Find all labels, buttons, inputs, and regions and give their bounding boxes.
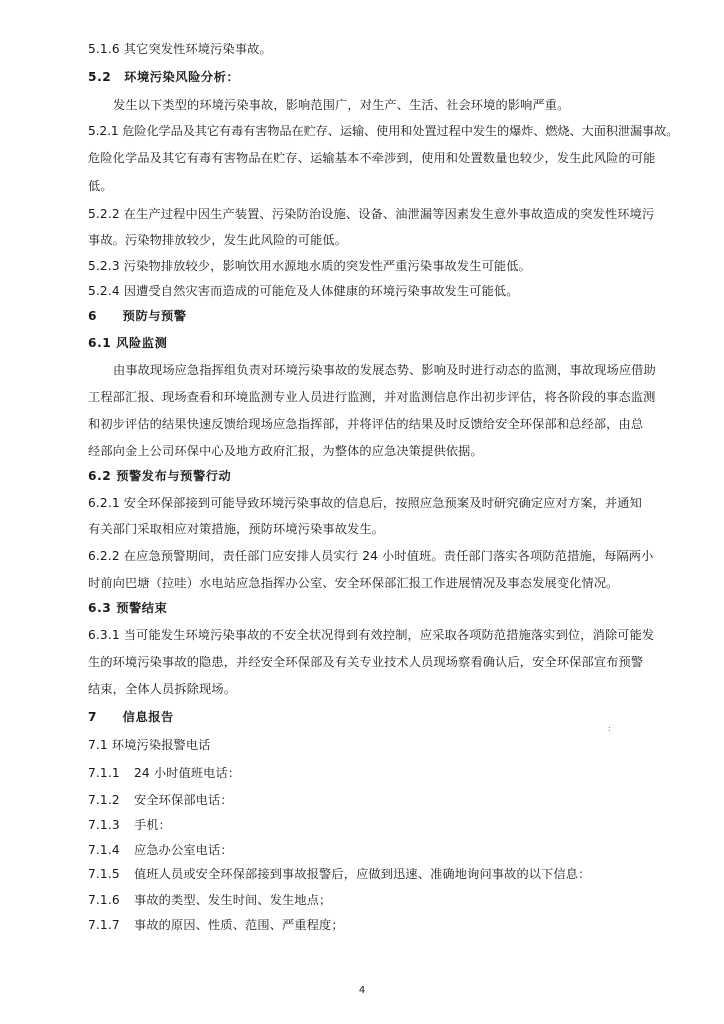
paragraph-line: 发生以下类型的环境污染事故，影响范围广，对生产、生活、社会环境的影响严重。 [113, 98, 570, 112]
paragraph-line: 有关部门采取相应对策措施，预防环境污染事故发生。 [88, 522, 385, 536]
item-text: 事故的原因、性质、范围、严重程度； [134, 918, 344, 932]
list-item [88, 840, 233, 860]
section-heading: 7 信息报告 [88, 710, 174, 724]
item-number: 7.1.7 [88, 918, 120, 932]
list-item [88, 763, 240, 783]
paragraph-line: 工程部汇报、现场查看和环境监测专业人员进行监测，并对监测信息作出初步评估，将各阶段的事态监测 [88, 390, 656, 404]
item-text: 手机： [134, 818, 172, 832]
list-item [88, 890, 331, 910]
subsection-heading: 6.1 风险监测 [88, 336, 168, 350]
paragraph-line: 6.3.1 当可能发生环境污染事故的不安全状况得到有效控制，应采取各项防范措施落实到位，消除可能发 [88, 628, 655, 642]
paragraph-line: 时前向巴塘（拉哇）水电站应急指挥办公室、安全环保部汇报工作进展情况及事态发展变化情况。 [88, 576, 619, 590]
section-heading: 6 预防与预警 [88, 309, 187, 323]
item-text: 安全环保部电话： [134, 793, 233, 807]
paragraph-line: 6.2.1 安全环保部接到可能导致环境污染事故的信息后，按照应急预案及时研究确定应对方案，并通知 [88, 496, 642, 510]
paragraph-line: 低。 [88, 179, 113, 193]
paragraph-line: 危险化学品及其它有毒有害物品在贮存、运输基本不牵涉到，使用和处置数量也较少，发生此风险的可能 [88, 151, 656, 165]
paragraph-line: 和初步评估的结果快速反馈给现场应急指挥部，并将评估的结果及时反馈给安全环保部和总经部，由总 [88, 417, 644, 431]
item-number: 7.1.1 [88, 766, 120, 780]
item-number: 7.1.6 [88, 893, 120, 907]
paragraph-line: 经部向金上公司环保中心及地方政府汇报，为整体的应急决策提供依据。 [88, 444, 483, 458]
list-item [88, 790, 233, 810]
paragraph-line: 事故。污染物排放较少，发生此风险的可能低。 [88, 233, 348, 247]
subsection-heading: 6.3 预警结束 [88, 601, 168, 615]
list-item [88, 815, 171, 835]
item-text: 24 小时值班电话： [134, 766, 241, 780]
paragraph-line: 5.2.2 在生产过程中因生产装置、污染防治设施、设备、油泄漏等因素发生意外事故造成的突发性环境污 [88, 207, 655, 221]
item-text: 值班人员或安全环保部接到事故报警后，应做到迅速、准确地询问事故的以下信息： [134, 867, 591, 881]
subsection-heading: 6.2 预警发布与预警行动 [88, 469, 232, 483]
paragraph-line: 5.2.1 危险化学品及其它有毒有害物品在贮存、运输、使用和处置过程中发生的爆炸、燃烧、大面积泄漏事故。 [88, 124, 679, 138]
item-number: 7.1.5 [88, 867, 120, 881]
page-number: 4 [358, 985, 366, 996]
item-text: 事故的类型、发生时间、发生地点； [134, 893, 332, 907]
paragraph-line: 6.2.2 在应急预警期间，责任部门应安排人员实行 24 小时值班。责任部门落实各项防范措施，每隔两小 [88, 549, 654, 563]
margin-mark: : [608, 724, 611, 733]
item-text: 应急办公室电话： [134, 843, 233, 857]
section-heading: 5.2 环境污染风险分析： [88, 70, 240, 84]
list-item [88, 864, 591, 884]
paragraph-line: 由事故现场应急指挥组负责对环境污染事故的发展态势、影响及时进行动态的监测，事故现场应借助 [113, 363, 656, 377]
subsection-heading: 7.1 环境污染报警电话 [88, 738, 211, 752]
paragraph-line: 结束，全体人员拆除现场。 [88, 682, 237, 696]
item-number: 7.1.4 [88, 843, 120, 857]
paragraph-line: 5.2.3 污染物排放较少，影响饮用水源地水质的突发性严重污染事故发生可能低。 [88, 259, 531, 273]
item-number: 7.1.2 [88, 793, 120, 807]
item-number: 7.1.3 [88, 818, 120, 832]
list-item [88, 915, 344, 935]
paragraph-line: 生的环境污染事故的隐患，并经安全环保部及有关专业技术人员现场察看确认后，安全环保部宣布预警 [88, 655, 644, 669]
text-line: 5.1.6 其它突发性环境污染事故。 [88, 42, 272, 56]
paragraph-line: 5.2.4 因遭受自然灾害而造成的可能危及人体健康的环境污染事故发生可能低。 [88, 284, 519, 298]
